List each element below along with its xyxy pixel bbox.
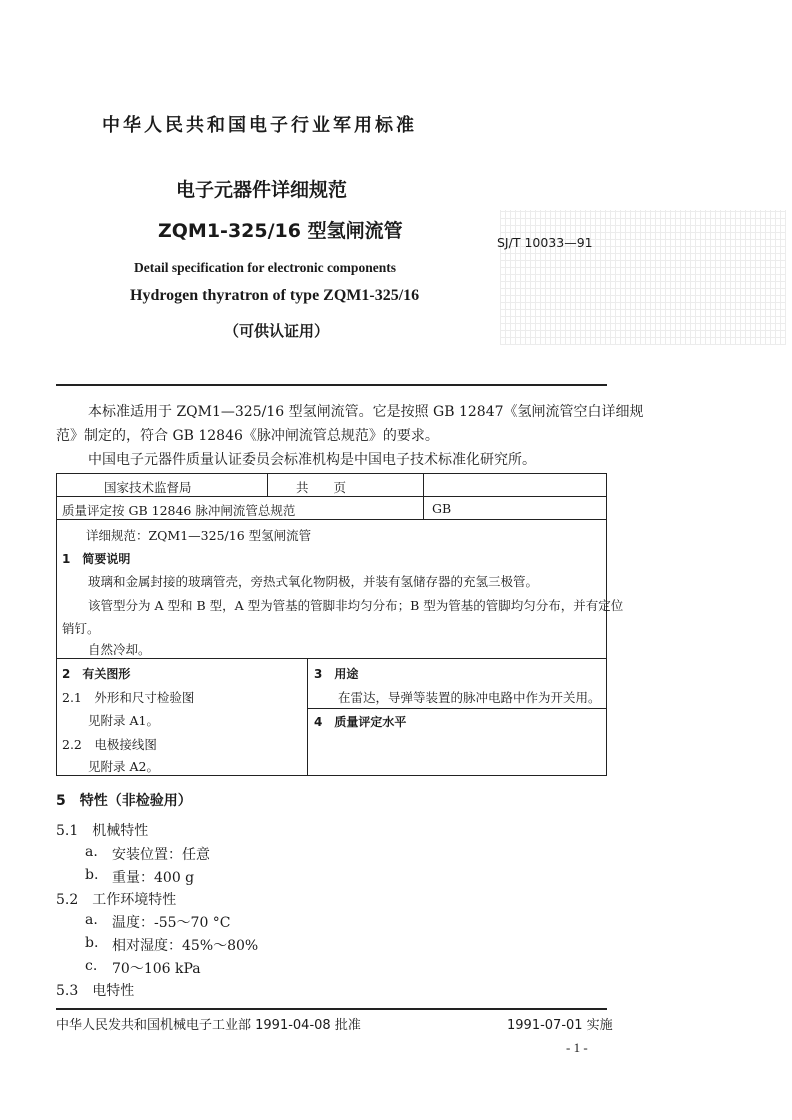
doc-title-cn: 电子元器件详细规范	[176, 179, 348, 201]
section-2-2-ref: 见附录 A2。	[88, 759, 159, 774]
page-count: 共 页	[296, 480, 347, 495]
section-5-2: 5.2 工作环境特性	[56, 892, 177, 908]
section-5-3: 5.3 电特性	[56, 983, 135, 999]
section-1-line-2a: 该管型分为 A 型和 B 型，A 型为管基的管脚非均匀分布；B 型为管基的管脚均匀分布，并有定位	[88, 598, 624, 613]
intro-paragraph-1a: 本标准适用于 ZQM1—325/16 型氢闸流管。它是按照 GB 12847《氢闸流管空白详细规	[88, 404, 644, 420]
intro-paragraph-1b: 范》制定的，符合 GB 12846《脉冲闸流管总规范》的要求。	[56, 428, 439, 444]
certification-note: （可供认证用）	[224, 322, 330, 340]
org-title: 中华人民共和国电子行业军用标准	[102, 115, 417, 136]
section-2-1-ref: 见附录 A1。	[88, 713, 159, 728]
item-marker: b.	[85, 935, 99, 951]
effective-date: 1991-07-01 实施	[507, 1018, 613, 1033]
item-marker: a.	[85, 844, 98, 860]
doc-subtitle-en: Hydrogen thyratron of type ZQM1-325/16	[130, 287, 420, 304]
section-4-title: 4 质量评定水平	[314, 715, 407, 729]
section-5-title: 5 特性（非检验用）	[56, 793, 192, 809]
quality-assessment: 质量评定按 GB 12846 脉冲闸流管总规范	[62, 503, 296, 518]
air-pressure: 70～106 kPa	[112, 961, 201, 977]
section-1-line-2b: 销钉。	[62, 621, 100, 636]
weight: 重量：400 g	[112, 870, 195, 886]
item-marker: c.	[85, 958, 98, 974]
section-1-line-3: 自然冷却。	[88, 642, 151, 657]
issuing-authority: 国家技术监督局	[104, 480, 192, 495]
temperature: 温度：-55～70 °C	[112, 915, 231, 931]
gb-reference: GB	[432, 501, 452, 516]
scan-noise	[500, 210, 786, 345]
approval-line: 中华人民发共和国机械电子工业部 1991-04-08 批准	[56, 1018, 361, 1033]
header-divider	[56, 384, 607, 386]
section-2-2: 2.2 电极接线图	[62, 737, 157, 752]
mounting-position: 安装位置：任意	[112, 847, 210, 863]
relative-humidity: 相对湿度：45%～80%	[112, 938, 259, 954]
section-2-1: 2.1 外形和尺寸检验图	[62, 690, 195, 705]
footer-divider	[56, 1008, 607, 1010]
section-1-title: 1 简要说明	[62, 552, 131, 566]
item-marker: b.	[85, 867, 99, 883]
doc-title-en: Detail specification for electronic components	[134, 260, 396, 275]
section-3-text: 在雷达，导弹等装置的脉冲电路中作为开关用。	[338, 690, 601, 705]
page-number: - 1 -	[566, 1040, 588, 1055]
standard-number: SJ/T 10033—91	[497, 235, 593, 250]
doc-subtitle-cn: ZQM1-325/16 型氢闸流管	[158, 220, 403, 242]
intro-paragraph-2: 中国电子元器件质量认证委员会标准机构是中国电子技术标准化研究所。	[88, 452, 536, 468]
detail-spec-label: 详细规范：ZQM1—325/16 型氢闸流管	[86, 528, 312, 543]
section-3-title: 3 用途	[314, 667, 359, 681]
item-marker: a.	[85, 912, 98, 928]
section-5-1: 5.1 机械特性	[56, 823, 149, 839]
section-1-line-1: 玻璃和金属封接的玻璃管壳，旁热式氧化物阴极，并装有氢储存器的充氢三极管。	[88, 574, 539, 589]
section-2-title: 2 有关图形	[62, 667, 131, 681]
